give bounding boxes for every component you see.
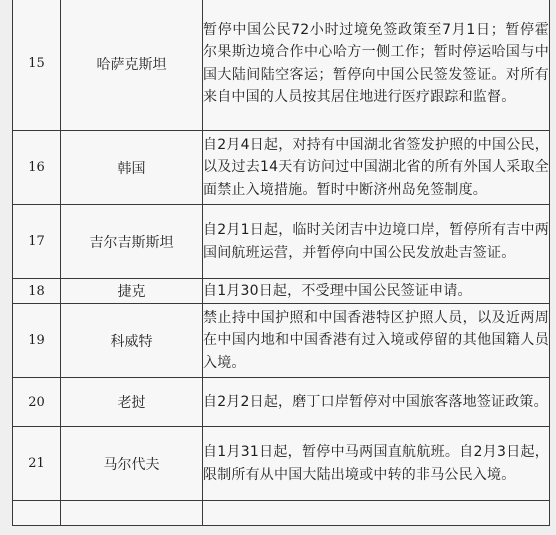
table-row bbox=[13, 0, 550, 131]
policy-description-empty bbox=[203, 501, 550, 526]
policy-description: 禁止持中国护照和中国香港特区护照人员，以及近两周在中国内地和中国香港有过入境或停留的其他国籍人员入境。 bbox=[203, 304, 550, 378]
country-name-empty bbox=[61, 501, 203, 526]
table-row bbox=[13, 427, 550, 501]
table-row bbox=[13, 304, 550, 378]
policy-description: 自2月4日起，对持有中国湖北省签发护照的中国公民，以及过去14天有访问过中国湖北省的所有外国人采取全面禁止入境措施。暂时中断济州岛免签制度。 bbox=[203, 131, 550, 205]
country-name: 哈萨克斯坦 bbox=[61, 0, 203, 131]
row-number: 16 bbox=[13, 131, 61, 205]
table-row bbox=[13, 279, 550, 304]
policy-description: 自2月2日起，磨丁口岸暂停对中国旅客落地签证政策。 bbox=[203, 378, 550, 427]
table-row-partial bbox=[13, 501, 550, 526]
policy-description: 自1月31日起，暂停中马两国直航航班。自2月3日起，限制所有从中国大陆出境或中转的非马公民入境。 bbox=[203, 427, 550, 501]
country-name: 老挝 bbox=[61, 378, 203, 427]
policy-description: 自2月1日起，临时关闭吉中边境口岸，暂停所有吉中两国间航班运营，并暂停向中国公民发放赴吉签证。 bbox=[203, 205, 550, 279]
row-number: 21 bbox=[13, 427, 61, 501]
country-name: 吉尔吉斯斯坦 bbox=[61, 205, 203, 279]
row-number: 19 bbox=[13, 304, 61, 378]
country-name: 马尔代夫 bbox=[61, 427, 203, 501]
country-name: 捷克 bbox=[61, 279, 203, 304]
policy-description: 暂停中国公民72小时过境免签政策至7月1日；暂停霍尔果斯边境合作中心哈方一侧工作；暂时停运哈国与中国大陆间陆空客运；暂停向中国公民签发签证。对所有来自中国的人员按其居住地进行医疗跟踪和监督。 bbox=[203, 0, 550, 131]
row-number: 20 bbox=[13, 378, 61, 427]
country-name: 科威特 bbox=[61, 304, 203, 378]
table-row bbox=[13, 205, 550, 279]
row-number: 18 bbox=[13, 279, 61, 304]
table-row bbox=[13, 378, 550, 427]
country-name: 韩国 bbox=[61, 131, 203, 205]
table-row bbox=[13, 131, 550, 205]
policy-description: 自1月30日起，不受理中国公民签证申请。 bbox=[203, 279, 550, 304]
entry-restriction-table bbox=[12, 0, 550, 526]
row-number: 15 bbox=[13, 0, 61, 131]
row-number: 17 bbox=[13, 205, 61, 279]
row-number-empty bbox=[13, 501, 61, 526]
